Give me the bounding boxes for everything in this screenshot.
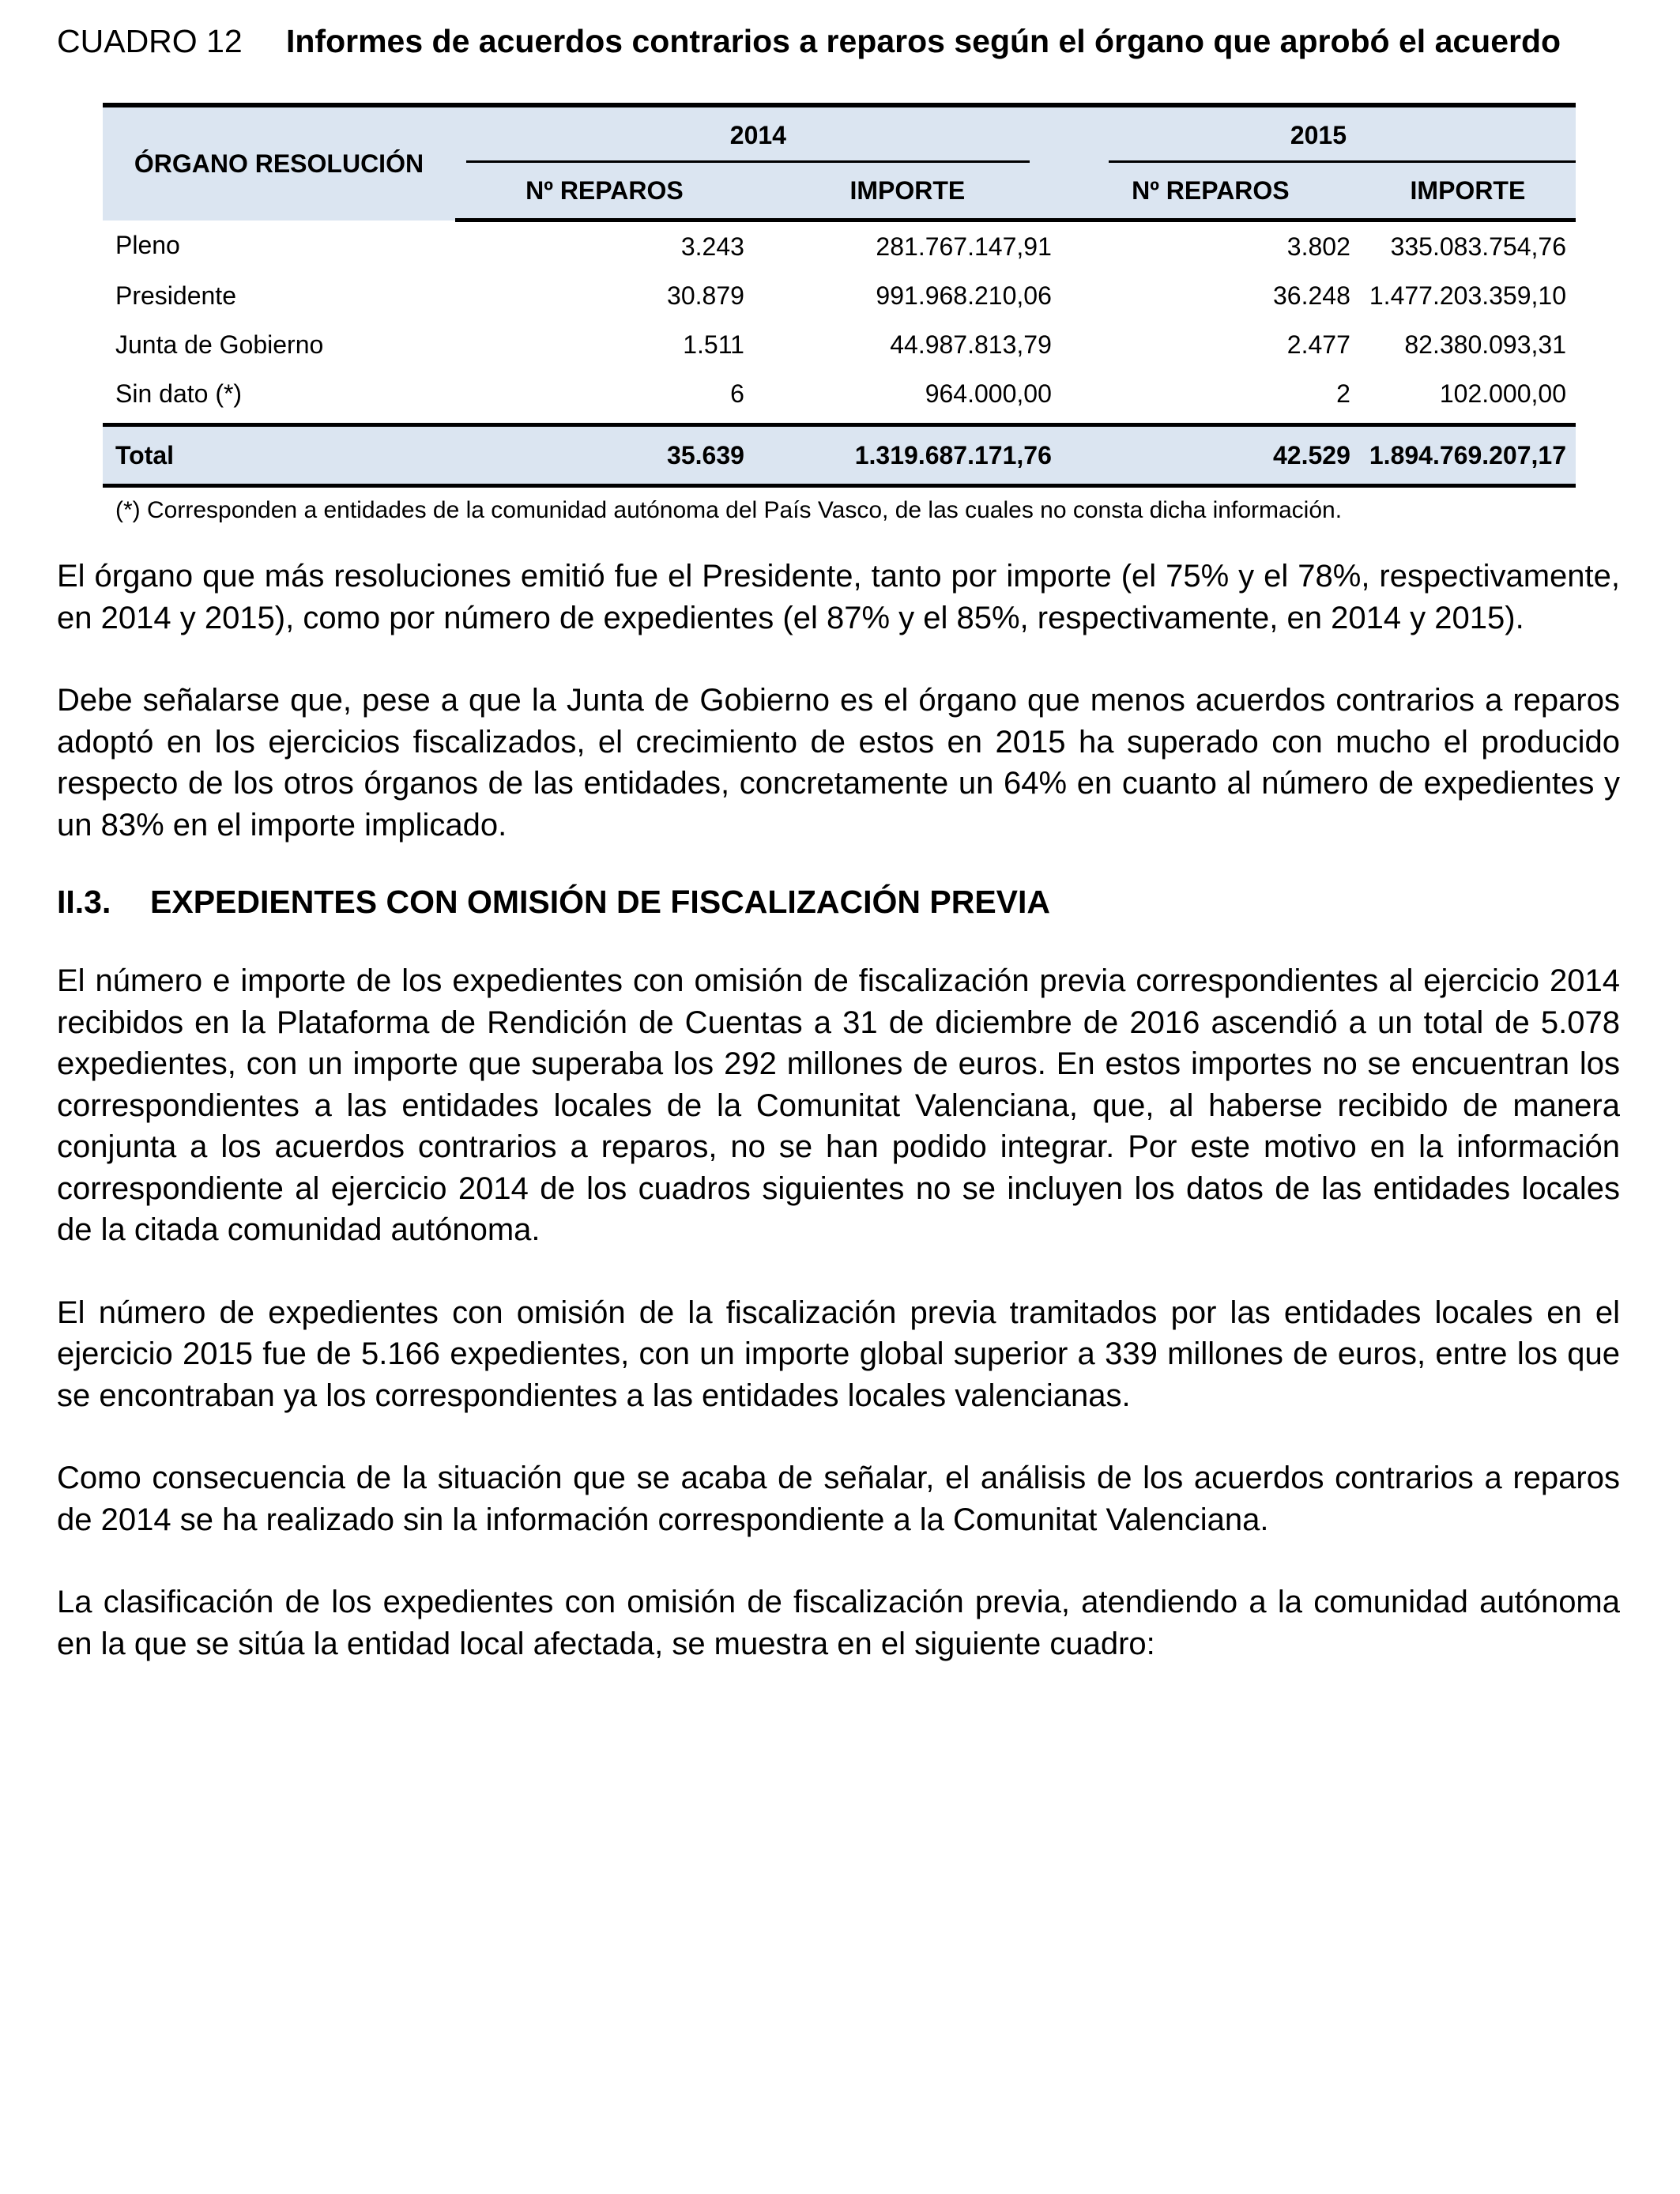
- importe-2014-cell: 44.987.813,79: [890, 330, 1052, 359]
- reparos-2014-cell: 3.243: [680, 232, 744, 261]
- organo-table: [103, 103, 1576, 488]
- col-header-importe-2014: IMPORTE: [754, 163, 1061, 221]
- total-label: Total: [103, 425, 455, 486]
- section-title: EXPEDIENTES CON OMISIÓN DE FISCALIZACIÓN PREVIA: [150, 884, 1051, 920]
- table-row: [103, 320, 1576, 369]
- total-importe-2015: 1.894.769.207,17: [1360, 425, 1576, 486]
- total-row: [103, 425, 1576, 486]
- year-header-2014: 2014: [455, 105, 1061, 163]
- document-page: [57, 21, 1620, 1664]
- year-header-2015: 2015: [1061, 105, 1576, 163]
- row-label: Pleno: [115, 231, 180, 260]
- table-row: [103, 221, 1576, 272]
- importe-2014-cell: 964.000,00: [925, 379, 1052, 408]
- table-caption: [57, 21, 1620, 62]
- col-header-reparos-2014: Nº REPAROS: [455, 163, 754, 221]
- importe-2014-cell: 991.968.210,06: [876, 281, 1052, 310]
- reparos-2015-cell: 2.477: [1286, 330, 1350, 359]
- row-label: Junta de Gobierno: [115, 330, 324, 359]
- section-heading: [57, 884, 1620, 921]
- importe-2015-cell: 335.083.754,76: [1390, 232, 1566, 261]
- paragraph-4: El número de expedientes con omisión de la fiscalización previa tramitados por las entidades locales en el ejercicio 2015 fue de 5.166 expedientes, con un importe global superior a 339 millones de euros, entre los que se encontraban ya los correspondientes a las entidades locales valencianas.: [57, 1295, 1620, 1413]
- reparos-2015-cell: 36.248: [1272, 281, 1350, 310]
- total-reparos-2015: 42.529: [1061, 425, 1360, 486]
- paragraph-5: Como consecuencia de la situación que se acaba de señalar, el análisis de los acuerdos contrarios a reparos de 2014 se ha realizado sin la información correspondiente a la Comunitat Valenciana.: [57, 1461, 1620, 1537]
- row-label: Presidente: [115, 281, 236, 310]
- importe-2015-cell: 82.380.093,31: [1404, 330, 1566, 359]
- reparos-2014-cell: 1.511: [683, 330, 744, 359]
- table-row: [103, 271, 1576, 320]
- reparos-2015-cell: 2: [1336, 379, 1350, 408]
- caption-number: CUADRO 12: [57, 23, 243, 59]
- organo-table-container: [103, 103, 1576, 524]
- importe-2015-cell: 102.000,00: [1439, 379, 1566, 408]
- reparos-2014-cell: 6: [730, 379, 744, 408]
- row-label: Sin dato (*): [115, 379, 243, 408]
- reparos-2014-cell: 30.879: [667, 281, 744, 310]
- paragraph-6: La clasificación de los expedientes con omisión de fiscalización previa, atendiendo a la comunidad autónoma en la que se sitúa la entidad local afectada, se muestra en el siguiente cuadro:: [57, 1585, 1620, 1661]
- importe-2015-cell: 1.477.203.359,10: [1369, 281, 1566, 310]
- caption-title: Informes de acuerdos contrarios a reparos según el órgano que aprobó el acuerdo: [286, 23, 1561, 59]
- paragraph-2: Debe señalarse que, pese a que la Junta de Gobierno es el órgano que menos acuerdos contrarios a reparos adoptó en los ejercicios fiscalizados, el crecimiento de estos en 2015 ha superado con mucho el producido respecto de los otros órganos de las entidades, concretamente un 64% en cuanto al número de expedientes y un 83% en el importe implicado.: [57, 683, 1620, 843]
- total-reparos-2014: 35.639: [455, 425, 754, 486]
- paragraph-1: El órgano que más resoluciones emitió fue el Presidente, tanto por importe (el 75% y el 78%, respectivamente, en 2014 y 2015), como por número de expedientes (el 87% y el 85%, respectivamente, en 2014 y 2015).: [57, 559, 1620, 635]
- table-row: [103, 369, 1576, 418]
- section-number: II.3.: [57, 884, 111, 920]
- table-footnote: (*) Corresponden a entidades de la comunidad autónoma del País Vasco, de las cuales no consta dicha información.: [115, 497, 1343, 523]
- reparos-2015-cell: 3.802: [1286, 232, 1350, 261]
- importe-2014-cell: 281.767.147,91: [876, 232, 1052, 261]
- col-header-reparos-2015: Nº REPAROS: [1061, 163, 1360, 221]
- col-header-importe-2015: IMPORTE: [1360, 163, 1576, 221]
- organo-header: ÓRGANO RESOLUCIÓN: [134, 149, 424, 178]
- total-importe-2014: 1.319.687.171,76: [754, 425, 1061, 486]
- paragraph-3: El número e importe de los expedientes con omisión de fiscalización previa correspondientes al ejercicio 2014 recibidos en la Plataforma de Rendición de Cuentas a 31 de diciembre de 2016 ascendió a un total de 5.078 expedientes, con un importe que superaba los 292 millones de euros. En estos importes no se encuentran los correspondientes a las entidades locales de la Comunitat Valenciana, que, al haberse recibido de manera conjunta a los acuerdos contrarios a reparos, no se han podido integrar. Por este motivo en la información correspondiente al ejercicio 2014 de los cuadros siguientes no se incluyen los datos de las entidades locales de la citada comunidad autónoma.: [57, 963, 1620, 1247]
